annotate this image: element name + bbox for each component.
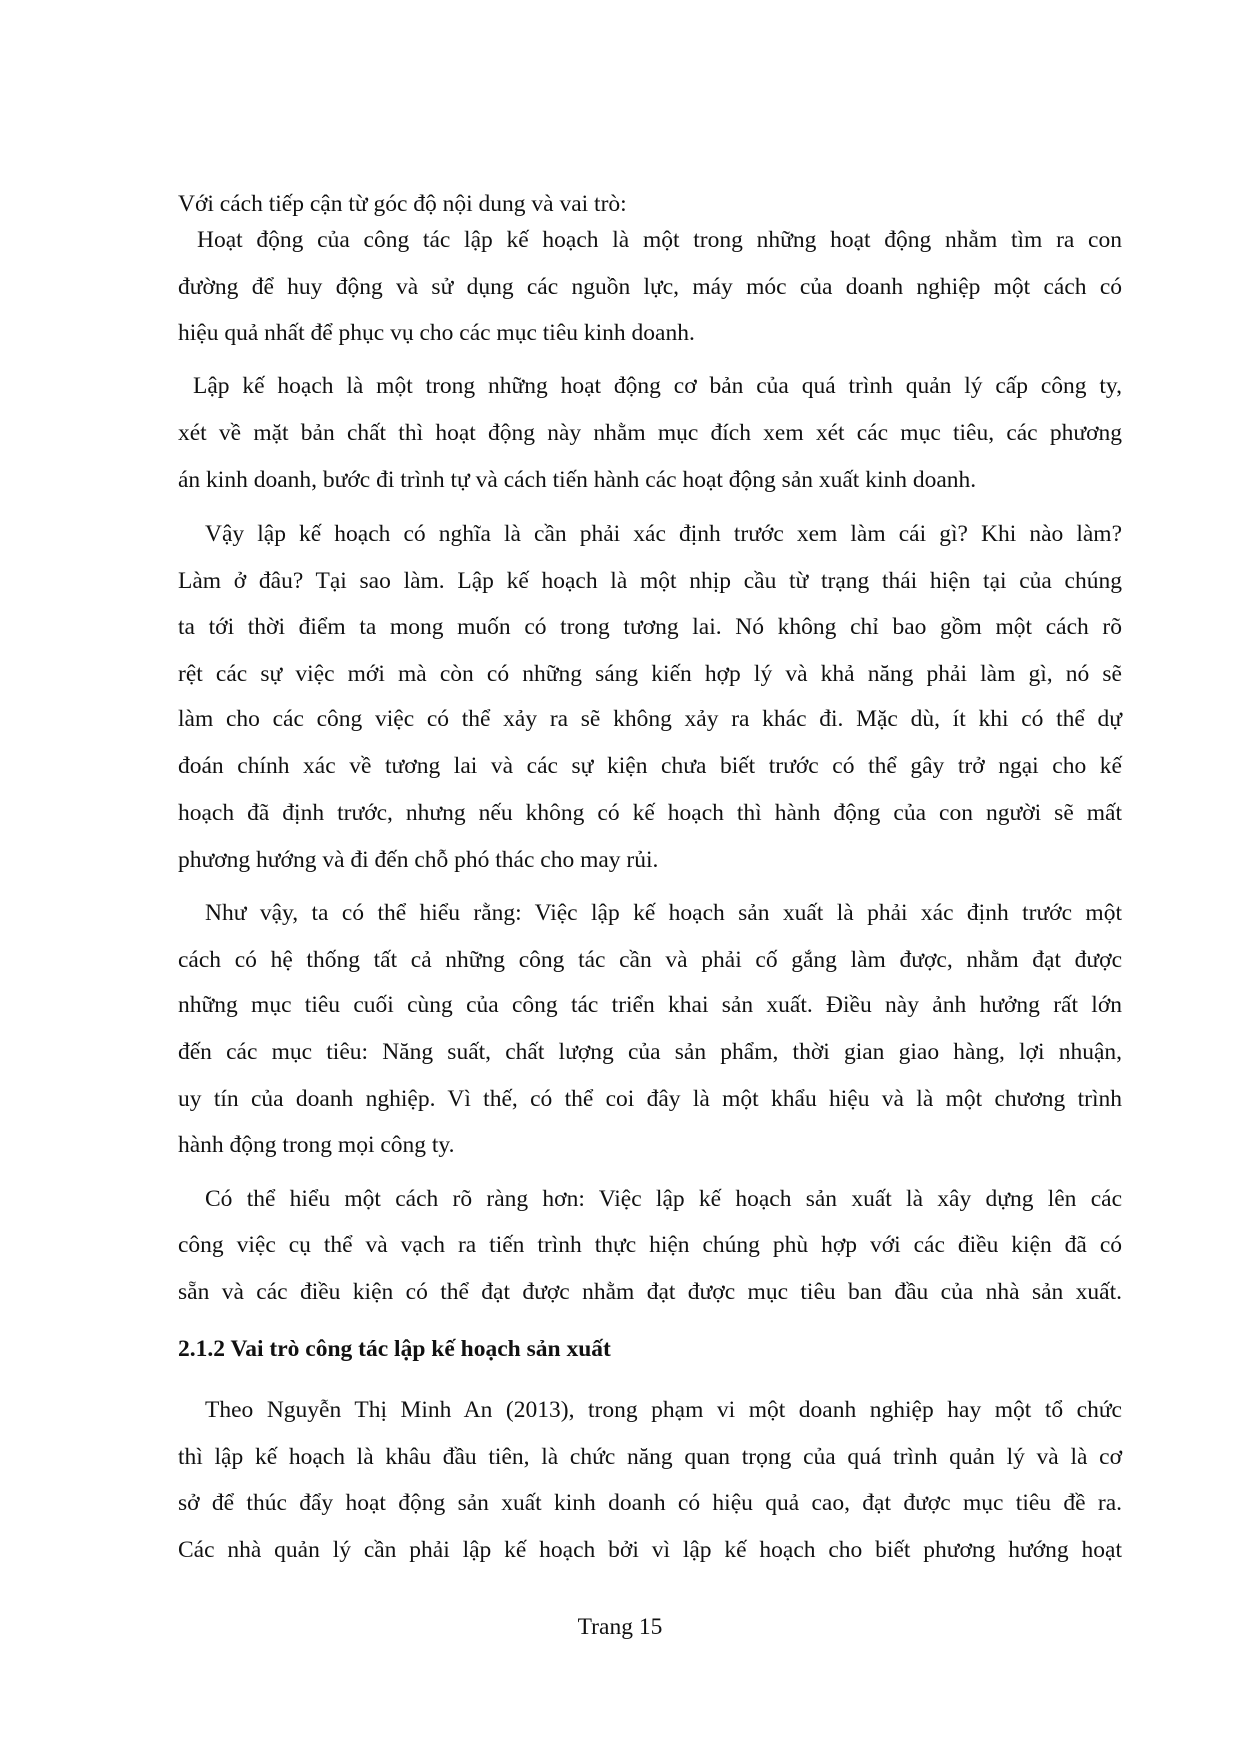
text-line: đến các mục tiêu: Năng suất, chất lượng của sản phẩm, thời gian giao hàng, lợi nhuận, bbox=[178, 1039, 1122, 1065]
text-line: xét về mặt bản chất thì hoạt động này nhằm mục đích xem xét các mục tiêu, các phương bbox=[178, 420, 1122, 446]
text-line: Các nhà quản lý cần phải lập kế hoạch bởi vì lập kế hoạch cho biết phương hướng hoạt bbox=[178, 1537, 1122, 1563]
text-line: Làm ở đâu? Tại sao làm. Lập kế hoạch là một nhịp cầu từ trạng thái hiện tại của chúng bbox=[178, 568, 1122, 594]
text-line: uy tín của doanh nghiệp. Vì thế, có thể coi đây là một khẩu hiệu và là một chương trình bbox=[178, 1086, 1122, 1112]
text-line: công việc cụ thể và vạch ra tiến trình thực hiện chúng phù hợp với các điều kiện đã có bbox=[178, 1232, 1122, 1258]
text-line: Lập kế hoạch là một trong những hoạt động cơ bản của quá trình quản lý cấp công ty, bbox=[193, 373, 1122, 399]
text-line: cách có hệ thống tất cả những công tác cần và phải cố gắng làm được, nhằm đạt được bbox=[178, 947, 1122, 973]
section-heading: 2.1.2 Vai trò công tác lập kế hoạch sản xuất bbox=[178, 1336, 611, 1362]
text-line: án kinh doanh, bước đi trình tự và cách tiến hành các hoạt động sản xuất kinh doanh. bbox=[178, 467, 977, 493]
text-line: hoạch đã định trước, nhưng nếu không có kế hoạch thì hành động của con người sẽ mất bbox=[178, 800, 1122, 826]
text-line: ta tới thời điểm ta mong muốn có trong tương lai. Nó không chỉ bao gồm một cách rõ bbox=[178, 614, 1122, 640]
text-line: rệt các sự việc mới mà còn có những sáng kiến hợp lý và khả năng phải làm gì, nó sẽ bbox=[178, 661, 1122, 687]
text-line: thì lập kế hoạch là khâu đầu tiên, là chức năng quan trọng của quá trình quản lý và là cơ bbox=[178, 1444, 1122, 1470]
text-line: đường để huy động và sử dụng các nguồn lực, máy móc của doanh nghiệp một cách có bbox=[178, 274, 1122, 300]
text-line: Hoạt động của công tác lập kế hoạch là một trong những hoạt động nhằm tìm ra con bbox=[197, 227, 1122, 253]
text-line: Như vậy, ta có thể hiểu rằng: Việc lập kế hoạch sản xuất là phải xác định trước một bbox=[205, 900, 1122, 926]
text-line: hành động trong mọi công ty. bbox=[178, 1132, 455, 1158]
text-line: làm cho các công việc có thể xảy ra sẽ không xảy ra khác đi. Mặc dù, ít khi có thể dự bbox=[178, 706, 1122, 732]
text-line: sẵn và các điều kiện có thể đạt được nhằm đạt được mục tiêu ban đầu của nhà sản xuất. bbox=[178, 1279, 1122, 1305]
text-line: những mục tiêu cuối cùng của công tác triển khai sản xuất. Điều này ảnh hưởng rất lớn bbox=[178, 992, 1122, 1018]
text-line: hiệu quả nhất để phục vụ cho các mục tiêu kinh doanh. bbox=[178, 320, 695, 346]
text-line: Theo Nguyễn Thị Minh An (2013), trong phạm vi một doanh nghiệp hay một tổ chức bbox=[205, 1397, 1122, 1423]
page-number: Trang 15 bbox=[577, 1614, 663, 1640]
text-line: phương hướng và đi đến chỗ phó thác cho may rủi. bbox=[178, 847, 659, 873]
text-line: Có thể hiểu một cách rõ ràng hơn: Việc lập kế hoạch sản xuất là xây dựng lên các bbox=[205, 1186, 1122, 1212]
text-line: Vậy lập kế hoạch có nghĩa là cần phải xác định trước xem làm cái gì? Khi nào làm? bbox=[205, 521, 1122, 547]
text-line: sở để thúc đẩy hoạt động sản xuất kinh doanh có hiệu quả cao, đạt được mục tiêu đề ra. bbox=[178, 1490, 1122, 1516]
intro-line: Với cách tiếp cận từ góc độ nội dung và vai trò: bbox=[178, 191, 627, 217]
text-line: đoán chính xác về tương lai và các sự kiện chưa biết trước có thể gây trở ngại cho kế bbox=[178, 753, 1122, 779]
